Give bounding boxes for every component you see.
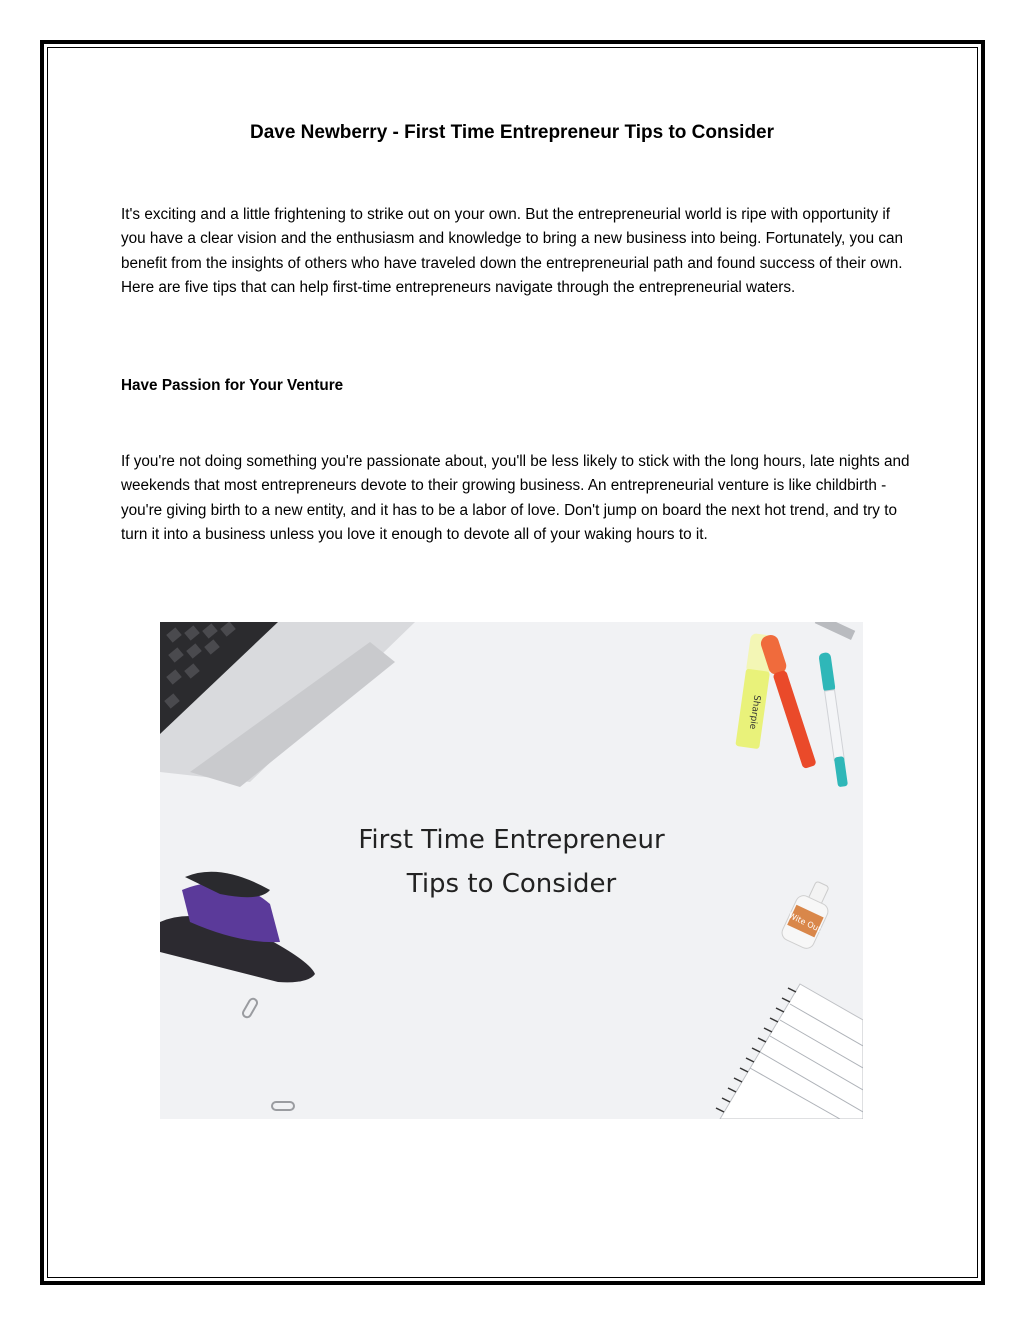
hero-title-line-2: Tips to Consider [406,869,617,899]
hero-title-line-1: First Time Entrepreneur [358,825,665,855]
laptop-graphic [160,622,415,787]
red-pen-graphic [759,633,819,770]
pen-top-graphic [815,622,855,640]
intro-paragraph: It's exciting and a little frightening to strike out on your own. But the entrepreneurial world is ripe with opportunity if you have a clear vision and the enthusiasm and knowledge to bring a new business into being. Fortunately, you can benefit from the insights of others who have traveled down the entrepreneurial path and found success of their own. Here are five tips that can help first-time entrepreneurs navigate through the entrepreneurial waters. [121,206,904,296]
notebook-graphic [716,984,863,1119]
teal-pen-graphic [818,652,849,787]
section-heading: Have Passion for Your Venture [121,377,344,394]
bottle-label: Wite Out [786,910,823,934]
section-paragraph: If you're not doing something you're passionate about, you'll be less likely to stick with the long hours, late nights and weekends that most entrepreneurs devote to their growing business. An entrepreneurial venture is like childbirth - you're giving birth to a new entity, and it has to be a labor of love. Don't jump on board the next hot trend, and try to turn it into a business unless you love it enough to devote all of your waking hours to it. [121,453,910,543]
hero-image [160,622,863,1119]
highlighter-brand: Sharpie [746,694,762,730]
paper-clip-graphic [242,997,294,1110]
document-title: Dave Newberry - First Time Entrepreneur Tips to Consider [249,122,775,143]
